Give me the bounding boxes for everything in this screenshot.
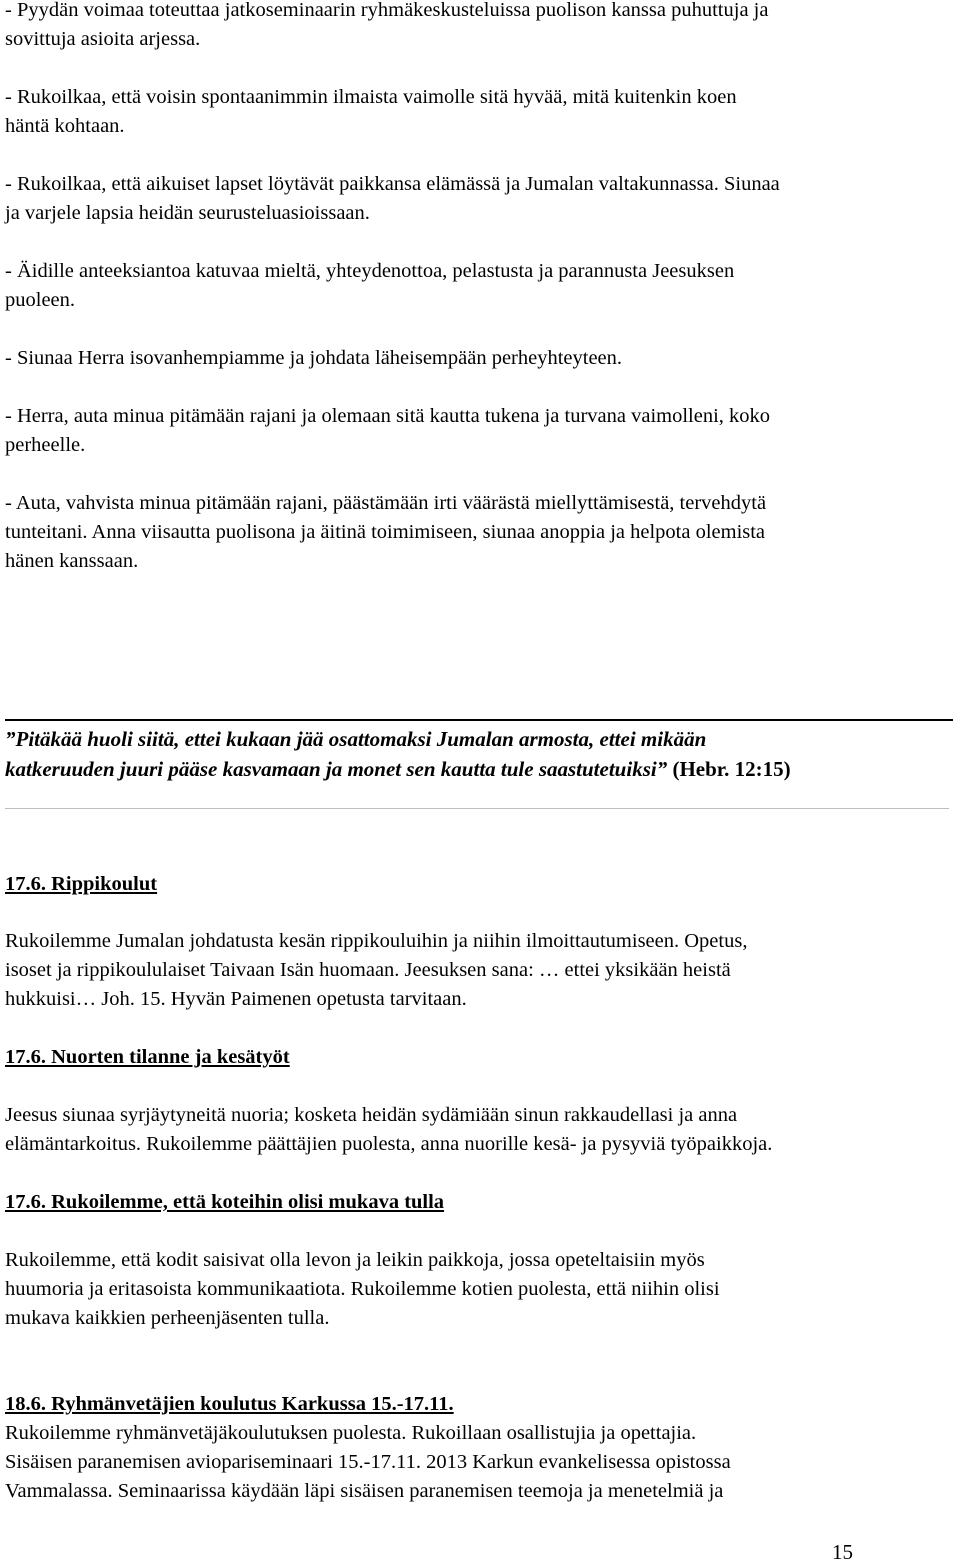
text-line: hukkuisi… Joh. 15. Hyvän Paimenen opetusta tarvitaan.: [5, 988, 467, 1010]
text-line: Vammalassa. Seminaarissa käydään läpi sisäisen paranemisen teemoja ja menetelmiä ja: [5, 1480, 724, 1502]
section-body: [5, 1419, 953, 1506]
text-line: - Herra, auta minua pitämään rajani ja olemaan sitä kautta tukena ja turvana vaimolleni, koko: [5, 405, 771, 427]
text-line: Sisäisen paranemisen aviopariseminaari 15.-17.11. 2013 Karkun evankelisessa opistossa: [5, 1451, 731, 1473]
prayer-item: [5, 83, 953, 141]
text-line: huumoria ja eritasoista kommunikaatiota. Rukoilemme kotien puolesta, että niihin olisi: [5, 1278, 720, 1300]
quote-text: katkeruuden juuri pääse kasvamaan ja monet sen kautta tule saastutetuiksi”: [5, 757, 668, 781]
text-line: Jeesus siunaa syrjäytyneitä nuoria; kosketa heidän sydämiään sinun rakkaudellasi ja anna: [5, 1104, 738, 1126]
text-line: - Rukoilkaa, että voisin spontaanimmin ilmaista vaimolle sitä hyvää, mitä kuitenkin koen: [5, 86, 737, 108]
text-line: mukava kaikkien perheenjäsenten tulla.: [5, 1307, 330, 1329]
text-line: puoleen.: [5, 289, 76, 311]
text-line: häntä kohtaan.: [5, 115, 125, 137]
prayer-item: [5, 402, 953, 460]
section-heading: 17.6. Nuorten tilanne ja kesätyöt: [5, 1046, 290, 1068]
prayer-item: [5, 0, 953, 54]
section-body: [5, 927, 953, 1014]
quote-top-rule: [5, 719, 953, 721]
text-line: isoset ja rippikoululaiset Taivaan Isän huomaan. Jeesuksen sana: … ettei yksikään heistä: [5, 959, 731, 981]
text-line: - Äidille anteeksiantoa katuvaa mieltä, yhteydenottoa, pelastusta ja parannusta Jeesuksen: [5, 260, 735, 282]
text-line: Rukoilemme, että kodit saisivat olla levon ja leikin paikkoja, jossa opeteltaisiin myös: [5, 1249, 705, 1271]
text-line: ja varjele lapsia heidän seurusteluasioissaan.: [5, 202, 370, 224]
text-line: hänen kanssaan.: [5, 550, 139, 572]
prayer-item: [5, 489, 953, 576]
section-body: [5, 1246, 953, 1333]
text-line: - Rukoilkaa, että aikuiset lapset löytävät paikkansa elämässä ja Jumalan valtakunnassa. Siunaa: [5, 173, 780, 195]
text-line: - Siunaa Herra isovanhempiamme ja johdata läheisempään perheyhteyteen.: [5, 347, 623, 369]
section-heading: 17.6. Rukoilemme, että koteihin olisi mukava tulla: [5, 1191, 445, 1213]
quote-bottom-rule: [5, 808, 949, 809]
quote-line: ”Pitäkää huoli siitä, ettei kukaan jää osattomaksi Jumalan armosta, ettei mikään: [5, 727, 707, 751]
prayer-item: [5, 170, 953, 228]
quote-reference: (Hebr. 12:15): [667, 757, 791, 781]
section-heading: 18.6. Ryhmänvetäjien koulutus Karkussa 15.-17.11.: [5, 1393, 454, 1415]
prayer-item: [5, 257, 953, 315]
text-line: Rukoilemme Jumalan johdatusta kesän rippikouluihin ja niihin ilmoittautumiseen. Opetus,: [5, 930, 748, 952]
text-line: Rukoilemme ryhmänvetäjäkoulutuksen puolesta. Rukoillaan osallistujia ja opettajia.: [5, 1422, 697, 1444]
text-line: sovittuja asioita arjessa.: [5, 28, 201, 50]
prayer-item: [5, 344, 953, 373]
section-body: [5, 1101, 953, 1159]
section-heading: 17.6. Rippikoulut: [5, 873, 158, 895]
text-line: tunteitani. Anna viisautta puolisona ja äitinä toimimiseen, siunaa anoppia ja helpota olemista: [5, 521, 766, 543]
text-line: - Auta, vahvista minua pitämään rajani, päästämään irti väärästä miellyttämisestä, tervehdytä: [5, 492, 767, 514]
text-line: elämäntarkoitus. Rukoilemme päättäjien puolesta, anna nuorille kesä- ja pysyviä työpaikkoja.: [5, 1133, 773, 1155]
bible-quote: [5, 724, 953, 784]
quote-line: [5, 754, 953, 784]
text-line: perheelle.: [5, 434, 86, 456]
page-number: 15: [832, 1540, 853, 1564]
text-line: - Pyydän voimaa toteuttaa jatkoseminaarin ryhmäkeskusteluissa puolison kanssa puhuttuja ja: [5, 0, 769, 21]
